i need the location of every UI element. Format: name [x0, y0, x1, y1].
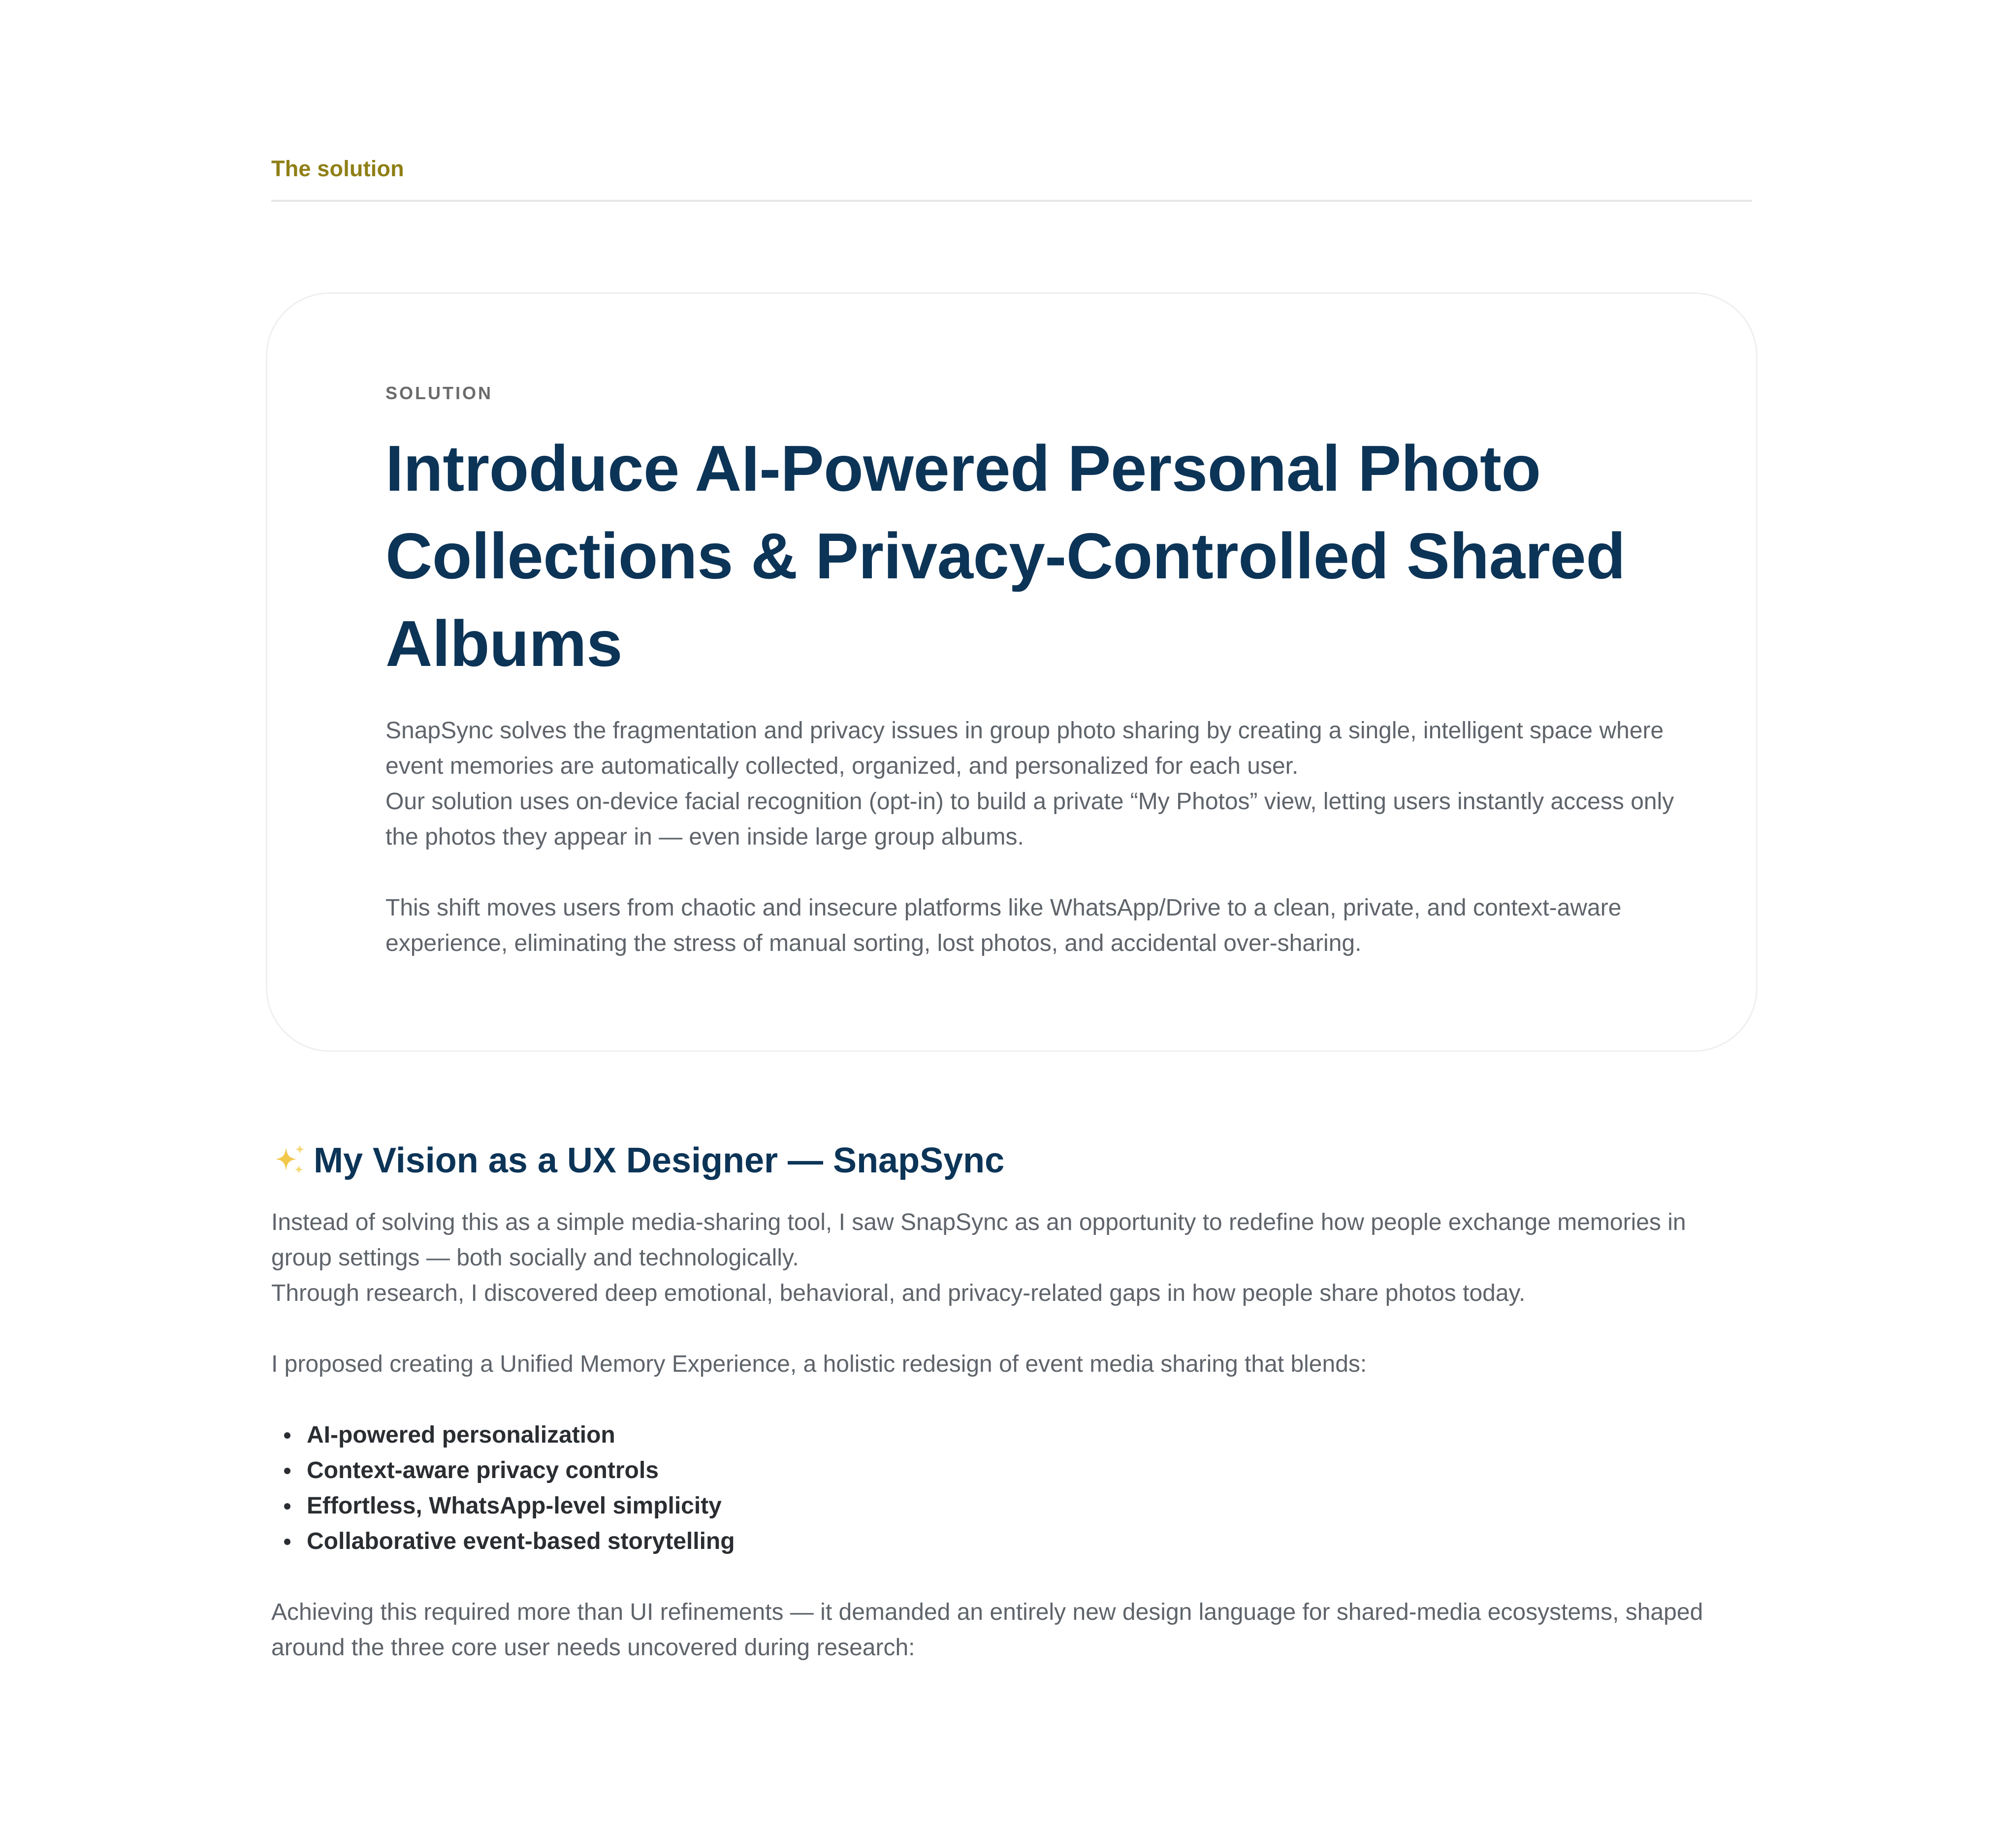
- card-paragraph-2: This shift moves users from chaotic and insecure platforms like WhatsApp/Drive to a clean, private, and context-aware experience, eliminating the stress of manual sorting, lost photos, and accidental over-sharing.: [385, 895, 1622, 956]
- card-paragraph: [385, 713, 1690, 855]
- card-paragraph-1: SnapSync solves the fragmentation and privacy issues in group photo sharing by creating a single, intelligent space where event memories are automatically collected, organized, and personalized for each user.: [385, 718, 1664, 779]
- vision-paragraph-1b: Through research, I discovered deep emotional, behavioral, and privacy-related gaps in how people share photos today.: [271, 1280, 1526, 1306]
- solution-card-content: [385, 382, 1690, 961]
- list-item: Collaborative event-based storytelling: [307, 1524, 1752, 1559]
- card-title: Introduce AI-Powered Personal Photo Collections & Privacy-Controlled Shared Albums: [385, 432, 1626, 680]
- sparkles-icon: [271, 1142, 308, 1179]
- list-item: AI-powered personalization: [307, 1418, 1752, 1453]
- vision-bullet-list: [271, 1418, 1752, 1559]
- vision-section: [271, 1137, 1752, 1666]
- vision-paragraph-3: Achieving this required more than UI refinements — it demanded an entirely new design language for shared-media ecosystems, shaped around the three core user needs uncovered during research:: [271, 1599, 1703, 1661]
- solution-card: [266, 292, 1758, 1052]
- vision-paragraph-2: I proposed creating a Unified Memory Experience, a holistic redesign of event media sharing that blends:: [271, 1351, 1367, 1377]
- vision-heading-text: My Vision as a UX Designer — SnapSync: [314, 1141, 1005, 1180]
- vision-paragraph: [271, 1205, 1752, 1311]
- list-item: Context-aware privacy controls: [307, 1453, 1752, 1488]
- card-eyebrow: SOLUTION: [385, 383, 493, 403]
- section-divider: [271, 200, 1752, 202]
- vision-paragraph-1: Instead of solving this as a simple media-sharing tool, I saw SnapSync as an opportunity to redefine how people exchange memories in group settings — both socially and technologically.: [271, 1209, 1686, 1271]
- list-item: Effortless, WhatsApp-level simplicity: [307, 1488, 1752, 1524]
- vision-heading: [271, 1137, 1752, 1184]
- card-paragraph-1b: Our solution uses on-device facial recognition (opt-in) to build a private “My Photos” view, letting users instantly access only the photos they appear in — even inside large group albums.: [385, 788, 1674, 850]
- section-label: The solution: [271, 156, 404, 181]
